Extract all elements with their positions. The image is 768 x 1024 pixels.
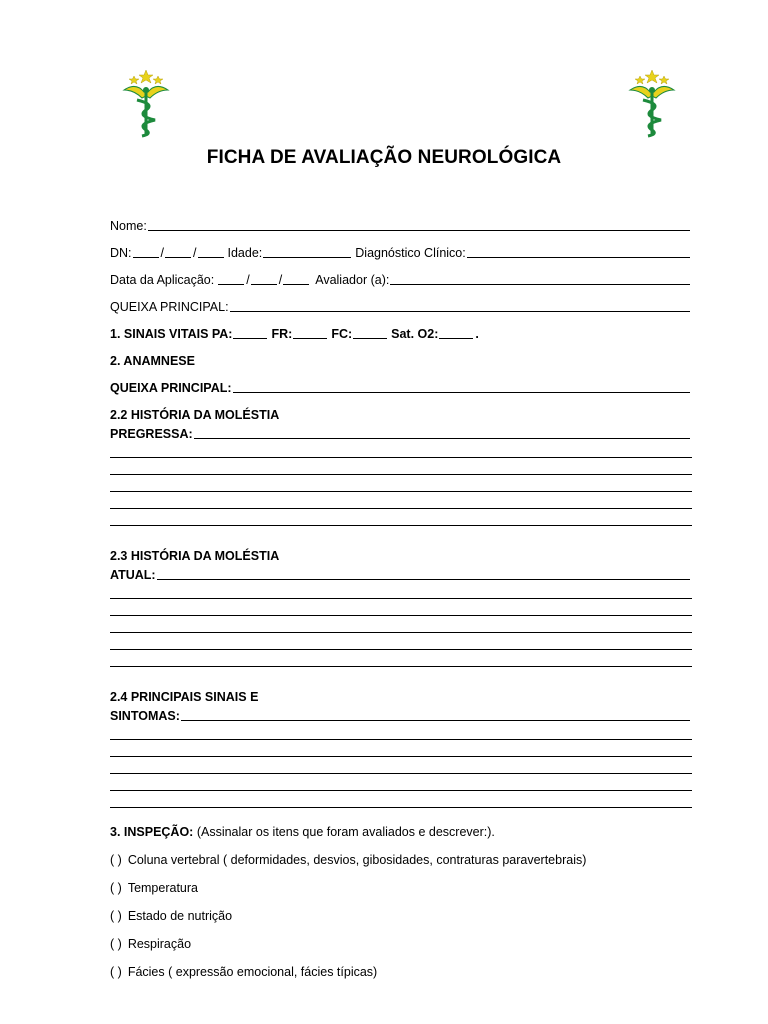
nome-field[interactable]: [148, 218, 690, 231]
anamnese-heading-row: [110, 349, 692, 368]
sintomas-extra-lines[interactable]: [110, 723, 692, 808]
queixa-principal-label: QUEIXA PRINCIPAL:: [110, 300, 229, 314]
hma-extra-lines[interactable]: [110, 582, 692, 667]
inspecao-item-label: Temperatura: [127, 881, 198, 895]
hmp-line: [110, 525, 692, 526]
sintomas-heading: 2.4 PRINCIPAIS SINAIS E: [110, 690, 259, 704]
inspecao-item-respiracao[interactable]: [110, 932, 692, 951]
sintomas-line: [110, 773, 692, 774]
evaluation-form: [110, 214, 692, 979]
hma-label: ATUAL:: [110, 568, 156, 582]
inspecao-heading-row: [110, 820, 692, 839]
dn-row: DN: / / Idade: Diagnóstico Clínico:: [110, 241, 692, 260]
hma-line: [110, 615, 692, 616]
inspecao-item-label: Respiração: [127, 937, 192, 951]
anamnese-queixa-field[interactable]: [233, 380, 690, 393]
hmp-label: PREGRESSA:: [110, 427, 193, 441]
hma-line: [110, 598, 692, 599]
diagnostico-field[interactable]: [467, 245, 690, 258]
hmp-field[interactable]: [194, 426, 690, 439]
sinais-vitais-end: .: [475, 327, 479, 341]
inspecao-item-coluna[interactable]: [110, 848, 692, 867]
sintomas-label: SINTOMAS:: [110, 709, 180, 723]
inspecao-item-label: Fácies ( expressão emocional, fácies típicas): [127, 965, 378, 979]
pa-field[interactable]: [233, 326, 267, 339]
checkbox-respiracao[interactable]: ( ): [110, 937, 122, 951]
caduceus-logo-left: [120, 68, 172, 138]
hma-line: [110, 666, 692, 667]
avaliador-label: Avaliador (a):: [315, 273, 390, 287]
sintomas-line: [110, 807, 692, 808]
fr-label: FR:: [271, 327, 293, 341]
sintomas-field[interactable]: [181, 708, 690, 721]
nome-row: [110, 214, 692, 233]
hmp-heading-row: [110, 403, 692, 422]
idade-label: Idade:: [227, 246, 263, 260]
inspecao-item-temperatura[interactable]: [110, 876, 692, 895]
sat-label: Sat. O2:: [391, 327, 439, 341]
dn-year-field[interactable]: [198, 245, 224, 258]
inspecao-item-label: Coluna vertebral ( deformidades, desvios, gibosidades, contraturas paravertebrais): [127, 853, 587, 867]
inspecao-item-facies[interactable]: [110, 960, 692, 979]
aplicacao-year-field[interactable]: [283, 272, 309, 285]
anamnese-heading: 2. ANAMNESE: [110, 354, 195, 368]
hma-line: [110, 649, 692, 650]
sinais-vitais-label: 1. SINAIS VITAIS PA:: [110, 327, 233, 341]
hmp-heading: 2.2 HISTÓRIA DA MOLÉSTIA: [110, 408, 280, 422]
fr-field[interactable]: [293, 326, 327, 339]
anamnese-queixa-label: QUEIXA PRINCIPAL:: [110, 381, 232, 395]
checkbox-coluna[interactable]: ( ): [110, 853, 122, 867]
dn-day-field[interactable]: [133, 245, 159, 258]
aplicacao-month-field[interactable]: [251, 272, 277, 285]
dn-label: DN:: [110, 246, 132, 260]
checkbox-facies[interactable]: ( ): [110, 965, 122, 979]
fc-field[interactable]: [353, 326, 387, 339]
sintomas-line: [110, 739, 692, 740]
hma-line: [110, 632, 692, 633]
hmp-line: [110, 457, 692, 458]
inspecao-instruction: (Assinalar os itens que foram avaliados e descrever:).: [193, 825, 495, 839]
sintomas-row: [110, 704, 692, 723]
hmp-row: [110, 422, 692, 441]
diagnostico-label: Diagnóstico Clínico:: [355, 246, 466, 260]
hmp-line: [110, 508, 692, 509]
inspecao-item-label: Estado de nutrição: [127, 909, 233, 923]
data-aplicacao-label: Data da Aplicação:: [110, 273, 215, 287]
sat-field[interactable]: [439, 326, 473, 339]
anamnese-queixa-row: [110, 376, 692, 395]
nome-label: Nome:: [110, 219, 147, 233]
queixa-principal-row: [110, 295, 692, 314]
dn-month-field[interactable]: [165, 245, 191, 258]
idade-field[interactable]: [263, 245, 351, 258]
sintomas-line: [110, 756, 692, 757]
inspecao-item-nutricao[interactable]: [110, 904, 692, 923]
hma-heading: 2.3 HISTÓRIA DA MOLÉSTIA: [110, 549, 280, 563]
fc-label: FC:: [331, 327, 353, 341]
hmp-line: [110, 491, 692, 492]
hma-heading-row: [110, 544, 692, 563]
form-title: FICHA DE AVALIAÇÃO NEUROLÓGICA: [206, 147, 562, 168]
hma-field[interactable]: [157, 567, 690, 580]
checkbox-temperatura[interactable]: ( ): [110, 881, 122, 895]
queixa-principal-field[interactable]: [230, 299, 690, 312]
data-aplicacao-row: Data da Aplicação: / / Avaliador (a):: [110, 268, 692, 287]
caduceus-logo-right: [626, 68, 678, 138]
sintomas-line: [110, 790, 692, 791]
hmp-extra-lines[interactable]: [110, 441, 692, 526]
sinais-vitais-row: [110, 322, 692, 341]
hmp-line: [110, 474, 692, 475]
sintomas-heading-row: [110, 685, 692, 704]
hma-row: [110, 563, 692, 582]
avaliador-field[interactable]: [390, 272, 690, 285]
checkbox-nutricao[interactable]: ( ): [110, 909, 122, 923]
inspecao-heading: 3. INSPEÇÃO:: [110, 825, 194, 839]
aplicacao-day-field[interactable]: [218, 272, 244, 285]
